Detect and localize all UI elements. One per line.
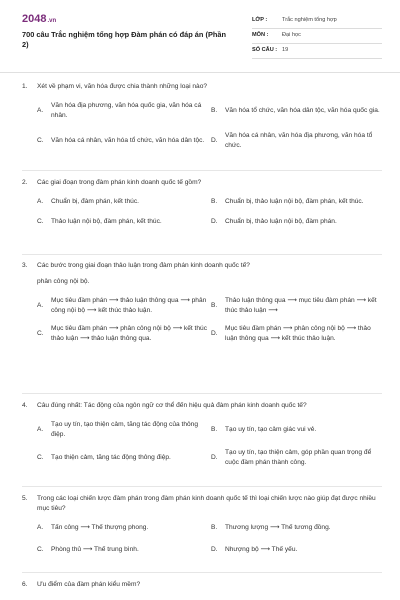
meta-value: Trắc nghiệm tổng hợp: [282, 17, 337, 23]
question-6: [22, 580, 382, 590]
option-a[interactable]: [37, 420, 209, 440]
question-2: [22, 178, 382, 227]
option-text: Văn hóa cá nhân, văn hóa tổ chức, văn hóa dân tộc.: [51, 137, 205, 144]
option-b[interactable]: [211, 296, 383, 316]
option-text: Tấn công ⟶ Thế thượng phong.: [51, 524, 149, 531]
question-text: [22, 178, 382, 188]
meta-value: 19: [282, 47, 289, 53]
question-body: Các giai đoạn trong đàm phán kinh doanh quốc tế gồm?: [37, 179, 202, 186]
question-text: [22, 580, 382, 590]
meta-key: MÔN :: [252, 32, 269, 38]
logo-domain: .vn: [47, 18, 57, 24]
option-text: Chuẩn bị, thảo luận nội bộ, đàm phán.: [225, 218, 337, 225]
option-b[interactable]: [211, 101, 383, 121]
header-divider: [0, 72, 400, 73]
option-b[interactable]: [211, 197, 383, 207]
question-note: phân công nội bộ.: [37, 278, 90, 285]
question-body: Xét về phạm vi, văn hóa được chia thành những loại nào?: [37, 83, 208, 90]
option-d[interactable]: [211, 448, 383, 468]
option-text: Thương lượng ⟶ Thế tương đồng.: [225, 524, 331, 531]
options: [22, 420, 382, 468]
option-a[interactable]: [37, 296, 209, 316]
option-b[interactable]: [211, 420, 383, 440]
option-text: Phòng thủ ⟶ Thế trung bình.: [51, 546, 139, 553]
option-text: Mục tiêu đàm phán ⟶ thảo luận thông qua ⟶ phân công nội bộ ⟶ kết thúc thảo luận.: [51, 297, 207, 314]
option-text: Văn hóa cá nhân, văn hóa địa phương, văn hóa tổ chức.: [225, 132, 373, 149]
option-text: Mục tiêu đàm phán ⟶ phân công nội bộ ⟶ kết thúc thảo luận ⟶ thảo luận thông qua.: [51, 325, 207, 342]
meta-row-count: [252, 44, 382, 59]
option-text: Thảo luận nội bộ, đàm phán, kết thúc.: [51, 218, 162, 225]
option-c[interactable]: [37, 131, 209, 151]
question-divider: [22, 572, 382, 573]
option-label: B.: [211, 426, 218, 433]
option-label: C.: [37, 137, 44, 144]
options: [22, 197, 382, 227]
site-logo[interactable]: [22, 13, 56, 25]
meta-row-class: [252, 14, 382, 29]
option-text: Chuẩn bị, thảo luận nội bộ, đàm phán, kết thúc.: [225, 198, 364, 205]
question-text: [22, 494, 382, 514]
options: [22, 523, 382, 555]
option-label: D.: [211, 454, 218, 461]
option-text: Tạo uy tín, tạo thiện cảm, góp phần quan trọng để cuộc đàm phán thành công.: [225, 449, 372, 466]
question-divider: [22, 170, 382, 171]
option-label: A.: [37, 524, 44, 531]
option-d[interactable]: [211, 545, 383, 555]
option-label: A.: [37, 107, 44, 114]
option-label: A.: [37, 198, 44, 205]
option-c[interactable]: [37, 545, 209, 555]
question-4: [22, 401, 382, 468]
question-number: 4.: [22, 402, 28, 409]
option-label: D.: [211, 218, 218, 225]
question-3: [22, 261, 382, 344]
option-c[interactable]: [37, 217, 209, 227]
question-divider: [22, 486, 382, 487]
question-body: Trong các loại chiến lược đàm phán trong đàm phán kinh doanh quốc tế thì loại chiến lược nào giúp đạt được nhiều mục tiêu?: [37, 495, 376, 512]
option-label: C.: [37, 218, 44, 225]
meta-key: LỚP :: [252, 17, 268, 23]
option-label: D.: [211, 137, 218, 144]
option-label: C.: [37, 454, 44, 461]
option-text: Thảo luận thông qua ⟶ mục tiêu đàm phán ⟶ kết thúc thảo luận ⟶: [225, 297, 377, 314]
question-divider: [22, 393, 382, 394]
option-b[interactable]: [211, 523, 383, 533]
option-text: Tạo uy tín, tạo cảm giác vui vẻ.: [225, 426, 317, 433]
question-number: 6.: [22, 581, 28, 588]
option-label: B.: [211, 524, 218, 531]
document-title: 700 câu Trắc nghiệm tổng hợp Đàm phán có đáp án (Phần 2): [22, 30, 227, 49]
option-label: B.: [211, 107, 218, 114]
option-label: A.: [37, 426, 44, 433]
question-5: [22, 494, 382, 555]
option-text: Chuẩn bị, đàm phán, kết thúc.: [51, 198, 139, 205]
option-text: Nhượng bộ ⟶ Thế yếu.: [225, 546, 298, 553]
option-d[interactable]: [211, 324, 383, 344]
question-body: Ưu điểm của đàm phán kiểu mềm?: [37, 581, 141, 588]
question-number: 2.: [22, 179, 28, 186]
option-d[interactable]: [211, 131, 383, 151]
options: [22, 101, 382, 151]
option-label: C.: [37, 330, 44, 337]
question-number: 3.: [22, 262, 28, 269]
option-label: C.: [37, 546, 44, 553]
option-label: D.: [211, 546, 218, 553]
option-c[interactable]: [37, 324, 209, 344]
option-c[interactable]: [37, 448, 209, 468]
option-label: A.: [37, 302, 44, 309]
question-body: Câu đúng nhất: Tác động của ngôn ngữ cơ thể đến hiệu quả đàm phán kinh doanh quốc tế?: [37, 402, 307, 409]
option-label: B.: [211, 198, 218, 205]
option-text: Văn hóa địa phương, văn hóa quốc gia, văn hóa cá nhân.: [51, 102, 202, 119]
question-divider: [22, 254, 382, 255]
option-label: B.: [211, 302, 218, 309]
question-1: [22, 82, 382, 151]
options: [22, 296, 382, 344]
option-text: Tạo uy tín, tạo thiện cảm, tăng tác động của thông điệp.: [51, 421, 198, 438]
question-body: Các bước trong giai đoạn thảo luận trong đàm phán kinh doanh quốc tế?: [37, 262, 250, 269]
question-number: 1.: [22, 83, 28, 90]
option-text: Tạo thiện cảm, tăng tác động thông điệp.: [51, 454, 171, 461]
option-label: D.: [211, 330, 218, 337]
option-text: Mục tiêu đàm phán ⟶ phân công nội bộ ⟶ thảo luận thông qua ⟶ kết thúc thảo luận.: [225, 325, 371, 342]
option-a[interactable]: [37, 523, 209, 533]
question-text: [22, 82, 382, 92]
option-text: Văn hóa tổ chức, văn hóa dân tộc, văn hóa quốc gia.: [225, 107, 380, 114]
meta-key: SỐ CÂU :: [252, 47, 278, 53]
option-a[interactable]: [37, 101, 209, 121]
meta-value: Đại học: [282, 32, 301, 38]
logo-text: 2048: [22, 13, 47, 25]
meta-info: [252, 14, 382, 59]
question-number: 5.: [22, 495, 28, 502]
meta-row-subject: [252, 29, 382, 44]
option-d[interactable]: [211, 217, 383, 227]
option-a[interactable]: [37, 197, 209, 207]
question-text: [22, 401, 382, 411]
question-text: [22, 261, 382, 271]
page-header: [0, 0, 400, 70]
